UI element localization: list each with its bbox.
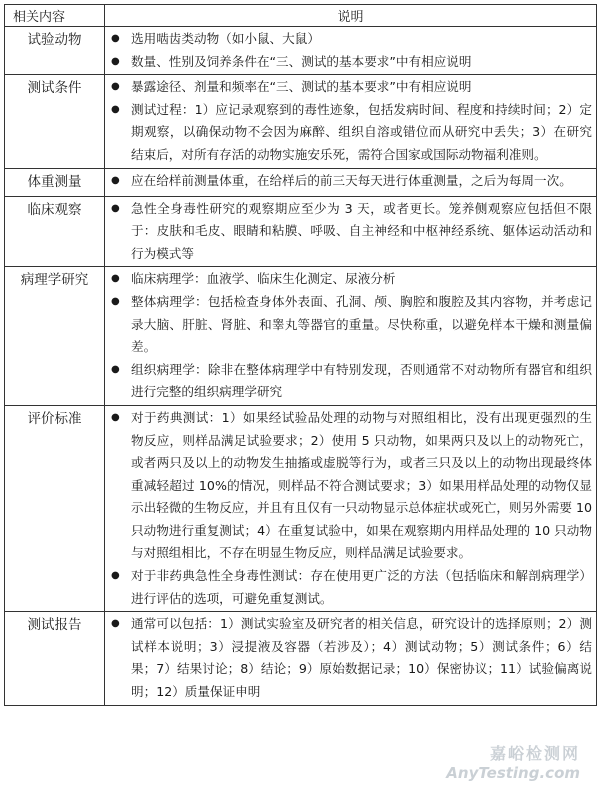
table-row [5,27,597,75]
row-label: 体重测量 [5,168,105,196]
list-item [107,99,592,167]
row-label: 测试条件 [5,75,105,168]
list-item-text: 对于非药典急性全身毒性测试：存在使用更广泛的方法（包括临床和解剖病理学）进行评估的选项，可避免重复测试。 [131,568,592,606]
list-item [107,76,592,99]
list-item [107,28,592,51]
row-description [105,405,597,611]
bullet-icon: ● [111,273,120,285]
header-related-content: 相关内容 [5,5,105,27]
row-description [105,267,597,406]
list-item-text: 对于药典测试：1）如果经试验品处理的动物与对照组相比，没有出现更强烈的生物反应，则样品满足试验要求；2）使用 5 只动物，如果两只及以上的动物死亡，或者两只及以上的动物发生抽搐或虚脱等行为，或者三只及以上的动物出现最终体重减轻超过 10%的情况，则样品不符合测试要求；3）如果用样品处理的动物仅显示出轻微的生物反应，并且有且仅有一只动物显示总体症状或死亡，则另外需要 10 只动物进行重复测试；4）在重复试验中，如果在观察期内用样品处理的 10 只动物与对照组相比，不存在明显生物反应，则样品满足试验要求。 [131,409,592,561]
list-item-text: 选用啮齿类动物（如小鼠、大鼠） [131,31,320,46]
bullet-list [107,198,592,266]
list-item-text: 暴露途径、剂量和频率在“三、测试的基本要求”中有相应说明 [131,79,472,95]
watermark [446,741,580,782]
bullet-icon: ● [111,55,120,67]
list-item [107,198,592,266]
table-row [5,612,597,705]
bullet-icon: ● [111,33,120,44]
list-item [107,565,592,610]
list-item-text: 应在给样前测量体重，在给样后的前三天每天进行体重测量，之后为每周一次。 [131,172,572,188]
row-description [105,612,597,705]
bullet-list [107,407,592,610]
row-label: 测试报告 [5,612,105,705]
list-item-text: 测试过程：1）应记录观察到的毒性迹象，包括发病时间、程度和持续时间；2）定期观察，以确保动物不会因为麻醉、组织自溶或错位而从研究中丢失；3）在研究结束后，对所有存活的动物实施安乐死，需符合国家或国际动物福利准则。 [131,101,592,162]
list-item-text: 数量、性别及饲养条件在“三、测试的基本要求”中有相应说明 [131,53,472,69]
bullet-icon: ● [111,202,120,214]
list-item-text: 通常可以包括：1）测试实验室及研究者的相关信息，研究设计的选择原则；2）测试样本说明；3）浸提液及容器（若涉及）；4）测试动物；5）测试条件；6）结果；7）结果讨论；8）结论；9）原始数据记录；10）保密协议；11）试验偏离说明；12）质量保证申明 [131,616,592,700]
requirements-table [4,4,597,706]
list-item-text: 临床病理学：血液学、临床生化测定、尿液分析 [131,271,396,287]
row-description [105,196,597,267]
bullet-icon: ● [111,295,120,307]
bullet-icon: ● [111,103,120,115]
row-label: 评价标准 [5,405,105,611]
bullet-icon: ● [111,618,120,630]
list-item [107,170,592,193]
list-item [107,613,592,703]
list-item [107,51,592,74]
row-description [105,27,597,75]
row-label: 临床观察 [5,196,105,267]
table-row [5,75,597,168]
bullet-icon: ● [111,363,120,375]
table-row [5,196,597,267]
bullet-icon: ● [111,174,120,186]
list-item-text: 急性全身毒性研究的观察期应至少为 3 天，或者更长。笼养侧观察应包括但不限于：皮肤和毛皮、眼睛和粘膜、呼吸、自主神经和中枢神经系统、躯体运动活动和行为模式等 [131,200,592,261]
table-body [5,27,597,706]
bullet-list [107,268,592,404]
list-item [107,359,592,404]
row-description [105,75,597,168]
table-row [5,168,597,196]
table-row [5,405,597,611]
list-item [107,407,592,565]
row-description [105,168,597,196]
bullet-list [107,76,592,166]
watermark-cn: 嘉峪检测网 [489,744,580,763]
row-label: 试验动物 [5,27,105,75]
table-header-row [5,5,597,27]
watermark-en: AnyTesting.com [446,764,580,782]
bullet-list [107,170,592,193]
table-row [5,267,597,406]
bullet-list [107,28,592,73]
bullet-icon: ● [111,411,120,423]
header-description: 说明 [105,5,597,27]
list-item [107,291,592,359]
bullet-list [107,613,592,703]
list-item-text: 组织病理学：除非在整体病理学中有特别发现，否则通常不对动物所有器官和组织进行完整的组织病理学研究 [131,361,592,400]
list-item [107,268,592,291]
row-label: 病理学研究 [5,267,105,406]
bullet-icon: ● [111,81,120,93]
bullet-icon: ● [111,570,120,582]
list-item-text: 整体病理学：包括检查身体外表面、孔洞、颅、胸腔和腹腔及其内容物，并考虑记录大脑、肝脏、肾脏、和睾丸等器官的重量。尽快称重，以避免样本干燥和测量偏差。 [131,293,592,355]
